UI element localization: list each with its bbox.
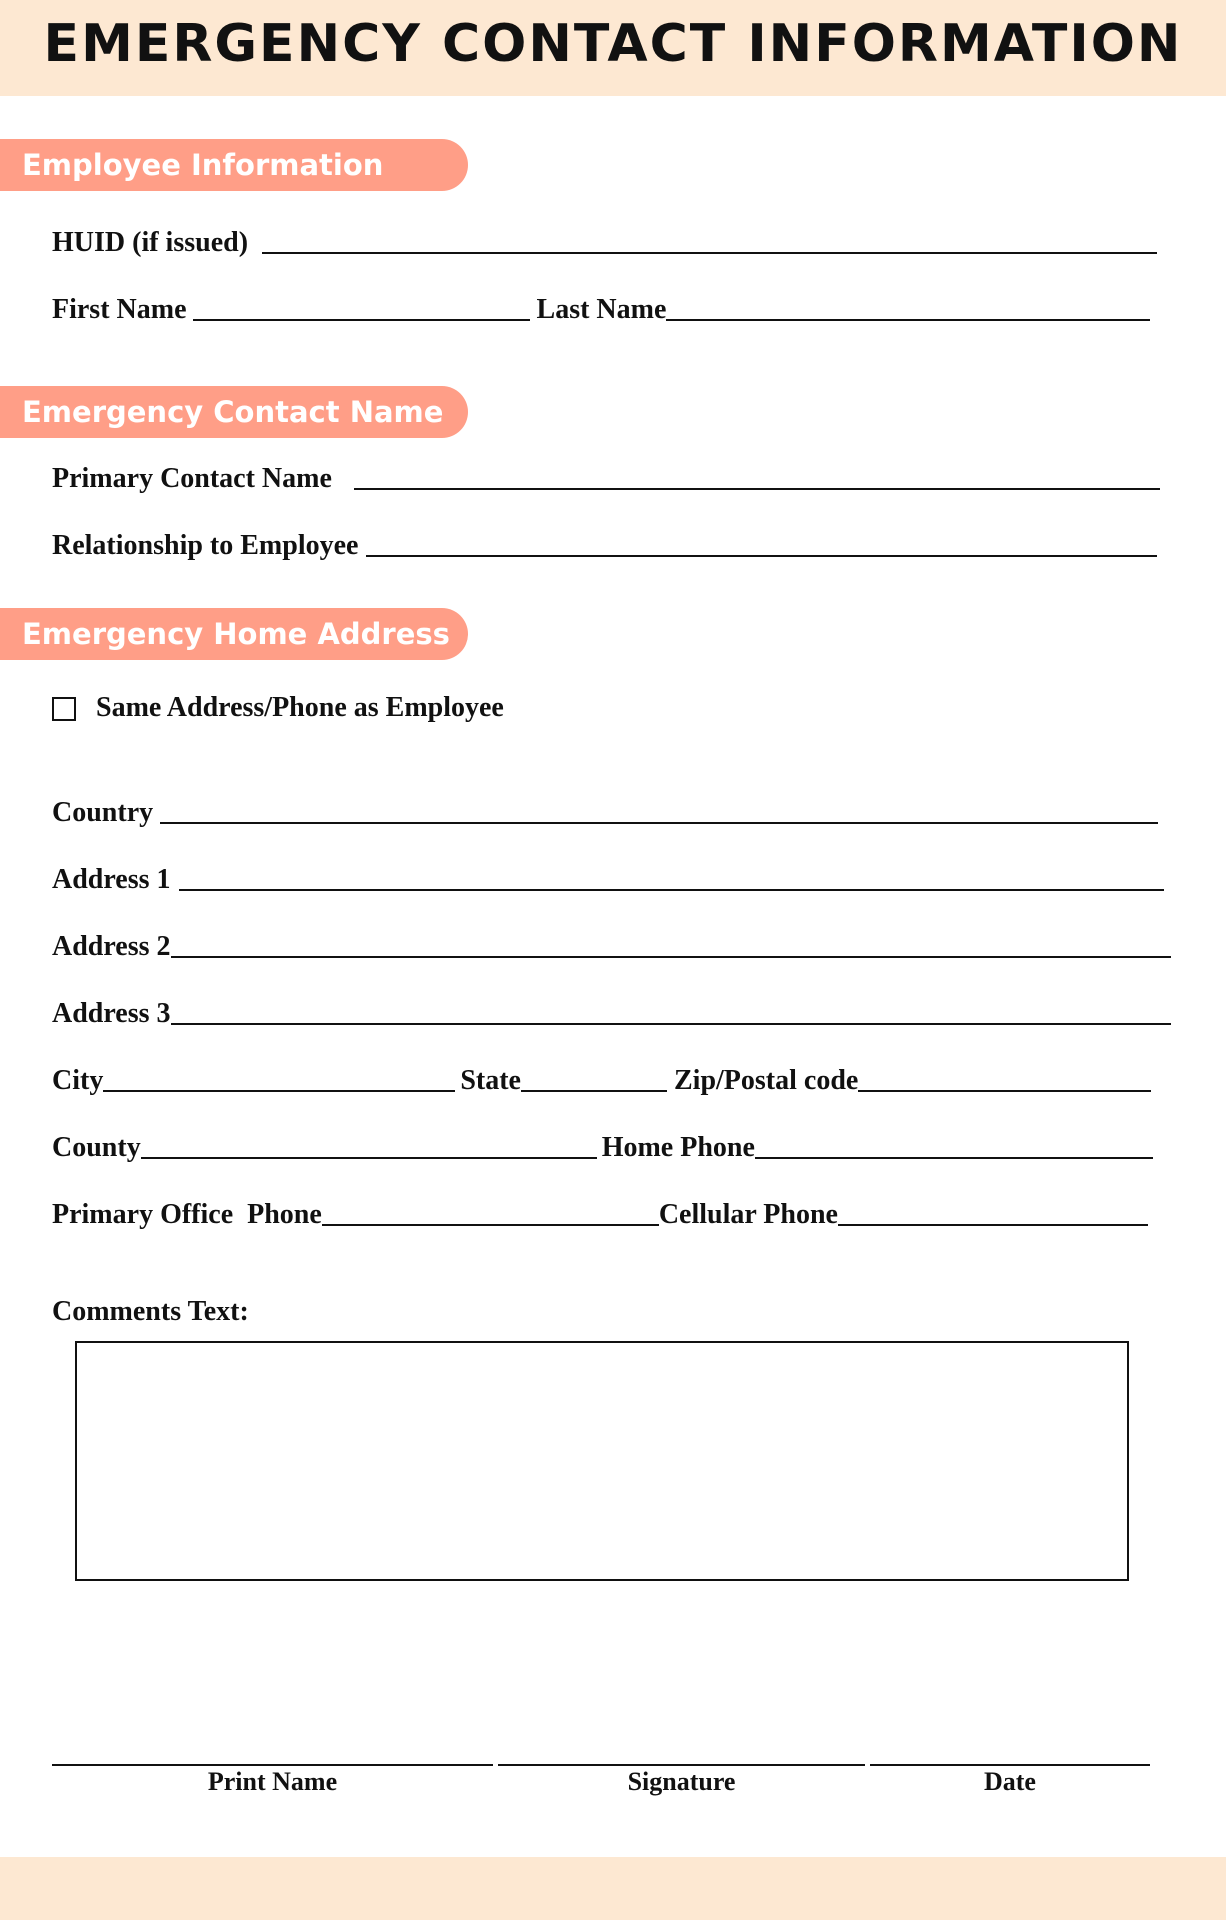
relationship-label: Relationship to Employee [52,530,359,561]
city-label: City [52,1065,104,1096]
address3-label: Address 3 [52,998,171,1029]
section-heading-employee: Employee Information [0,139,468,191]
address2-row [52,926,1171,962]
office-cell-phone-row [52,1194,1148,1230]
address3-field[interactable] [171,997,1171,1025]
zip-label: Zip/Postal code [673,1065,859,1096]
huid-field[interactable] [262,226,1157,254]
print-name-label: Print Name [207,1767,338,1796]
name-row [52,289,1170,325]
huid-label: HUID (if issued) [52,227,249,258]
office-phone-label: Primary Office Phone [52,1199,322,1230]
primary-contact-label: Primary Contact Name [52,463,332,494]
zip-field[interactable] [858,1064,1151,1092]
comments-textarea[interactable] [75,1341,1129,1581]
country-label: Country [52,797,154,828]
address1-field[interactable] [179,863,1164,891]
state-label: State [460,1065,521,1096]
last-name-field[interactable] [666,293,1150,321]
county-field[interactable] [141,1131,597,1159]
state-field[interactable] [521,1064,667,1092]
address1-row [52,859,1164,895]
home-phone-label: Home Phone [601,1132,755,1163]
first-name-label: First Name [52,294,187,325]
primary-contact-field[interactable] [354,462,1160,490]
last-name-label: Last Name [536,294,667,325]
address1-label: Address 1 [52,864,171,895]
address2-label: Address 2 [52,931,171,962]
date-field[interactable] [870,1764,1150,1766]
print-name-field[interactable] [52,1764,493,1766]
relationship-field[interactable] [366,529,1157,557]
signature-field[interactable] [498,1764,865,1766]
city-field[interactable] [103,1064,455,1092]
office-phone-field[interactable] [322,1198,659,1226]
section-heading-address: Emergency Home Address [0,608,468,660]
city-state-zip-row [52,1060,1151,1096]
date-label: Date [984,1767,1036,1796]
comments-label: Comments Text: [52,1296,249,1327]
footer-band [0,1857,1226,1920]
country-field[interactable] [160,796,1158,824]
primary-contact-row [52,458,1178,494]
address3-row [52,993,1171,1029]
county-home-phone-row [52,1127,1153,1163]
signature-label: Signature [627,1767,736,1796]
first-name-field[interactable] [193,293,530,321]
huid-row [52,222,1170,258]
home-phone-field[interactable] [755,1131,1153,1159]
relationship-row [52,525,1178,561]
cell-phone-field[interactable] [838,1198,1148,1226]
address2-field[interactable] [171,930,1171,958]
same-address-label: Same Address/Phone as Employee [96,692,504,723]
section-heading-contact: Emergency Contact Name [0,386,468,438]
cell-phone-label: Cellular Phone [658,1199,838,1230]
country-row [52,792,1158,828]
county-label: County [52,1132,141,1163]
same-address-checkbox[interactable] [52,697,76,721]
page-title: EMERGENCY CONTACT INFORMATION [43,14,1183,74]
